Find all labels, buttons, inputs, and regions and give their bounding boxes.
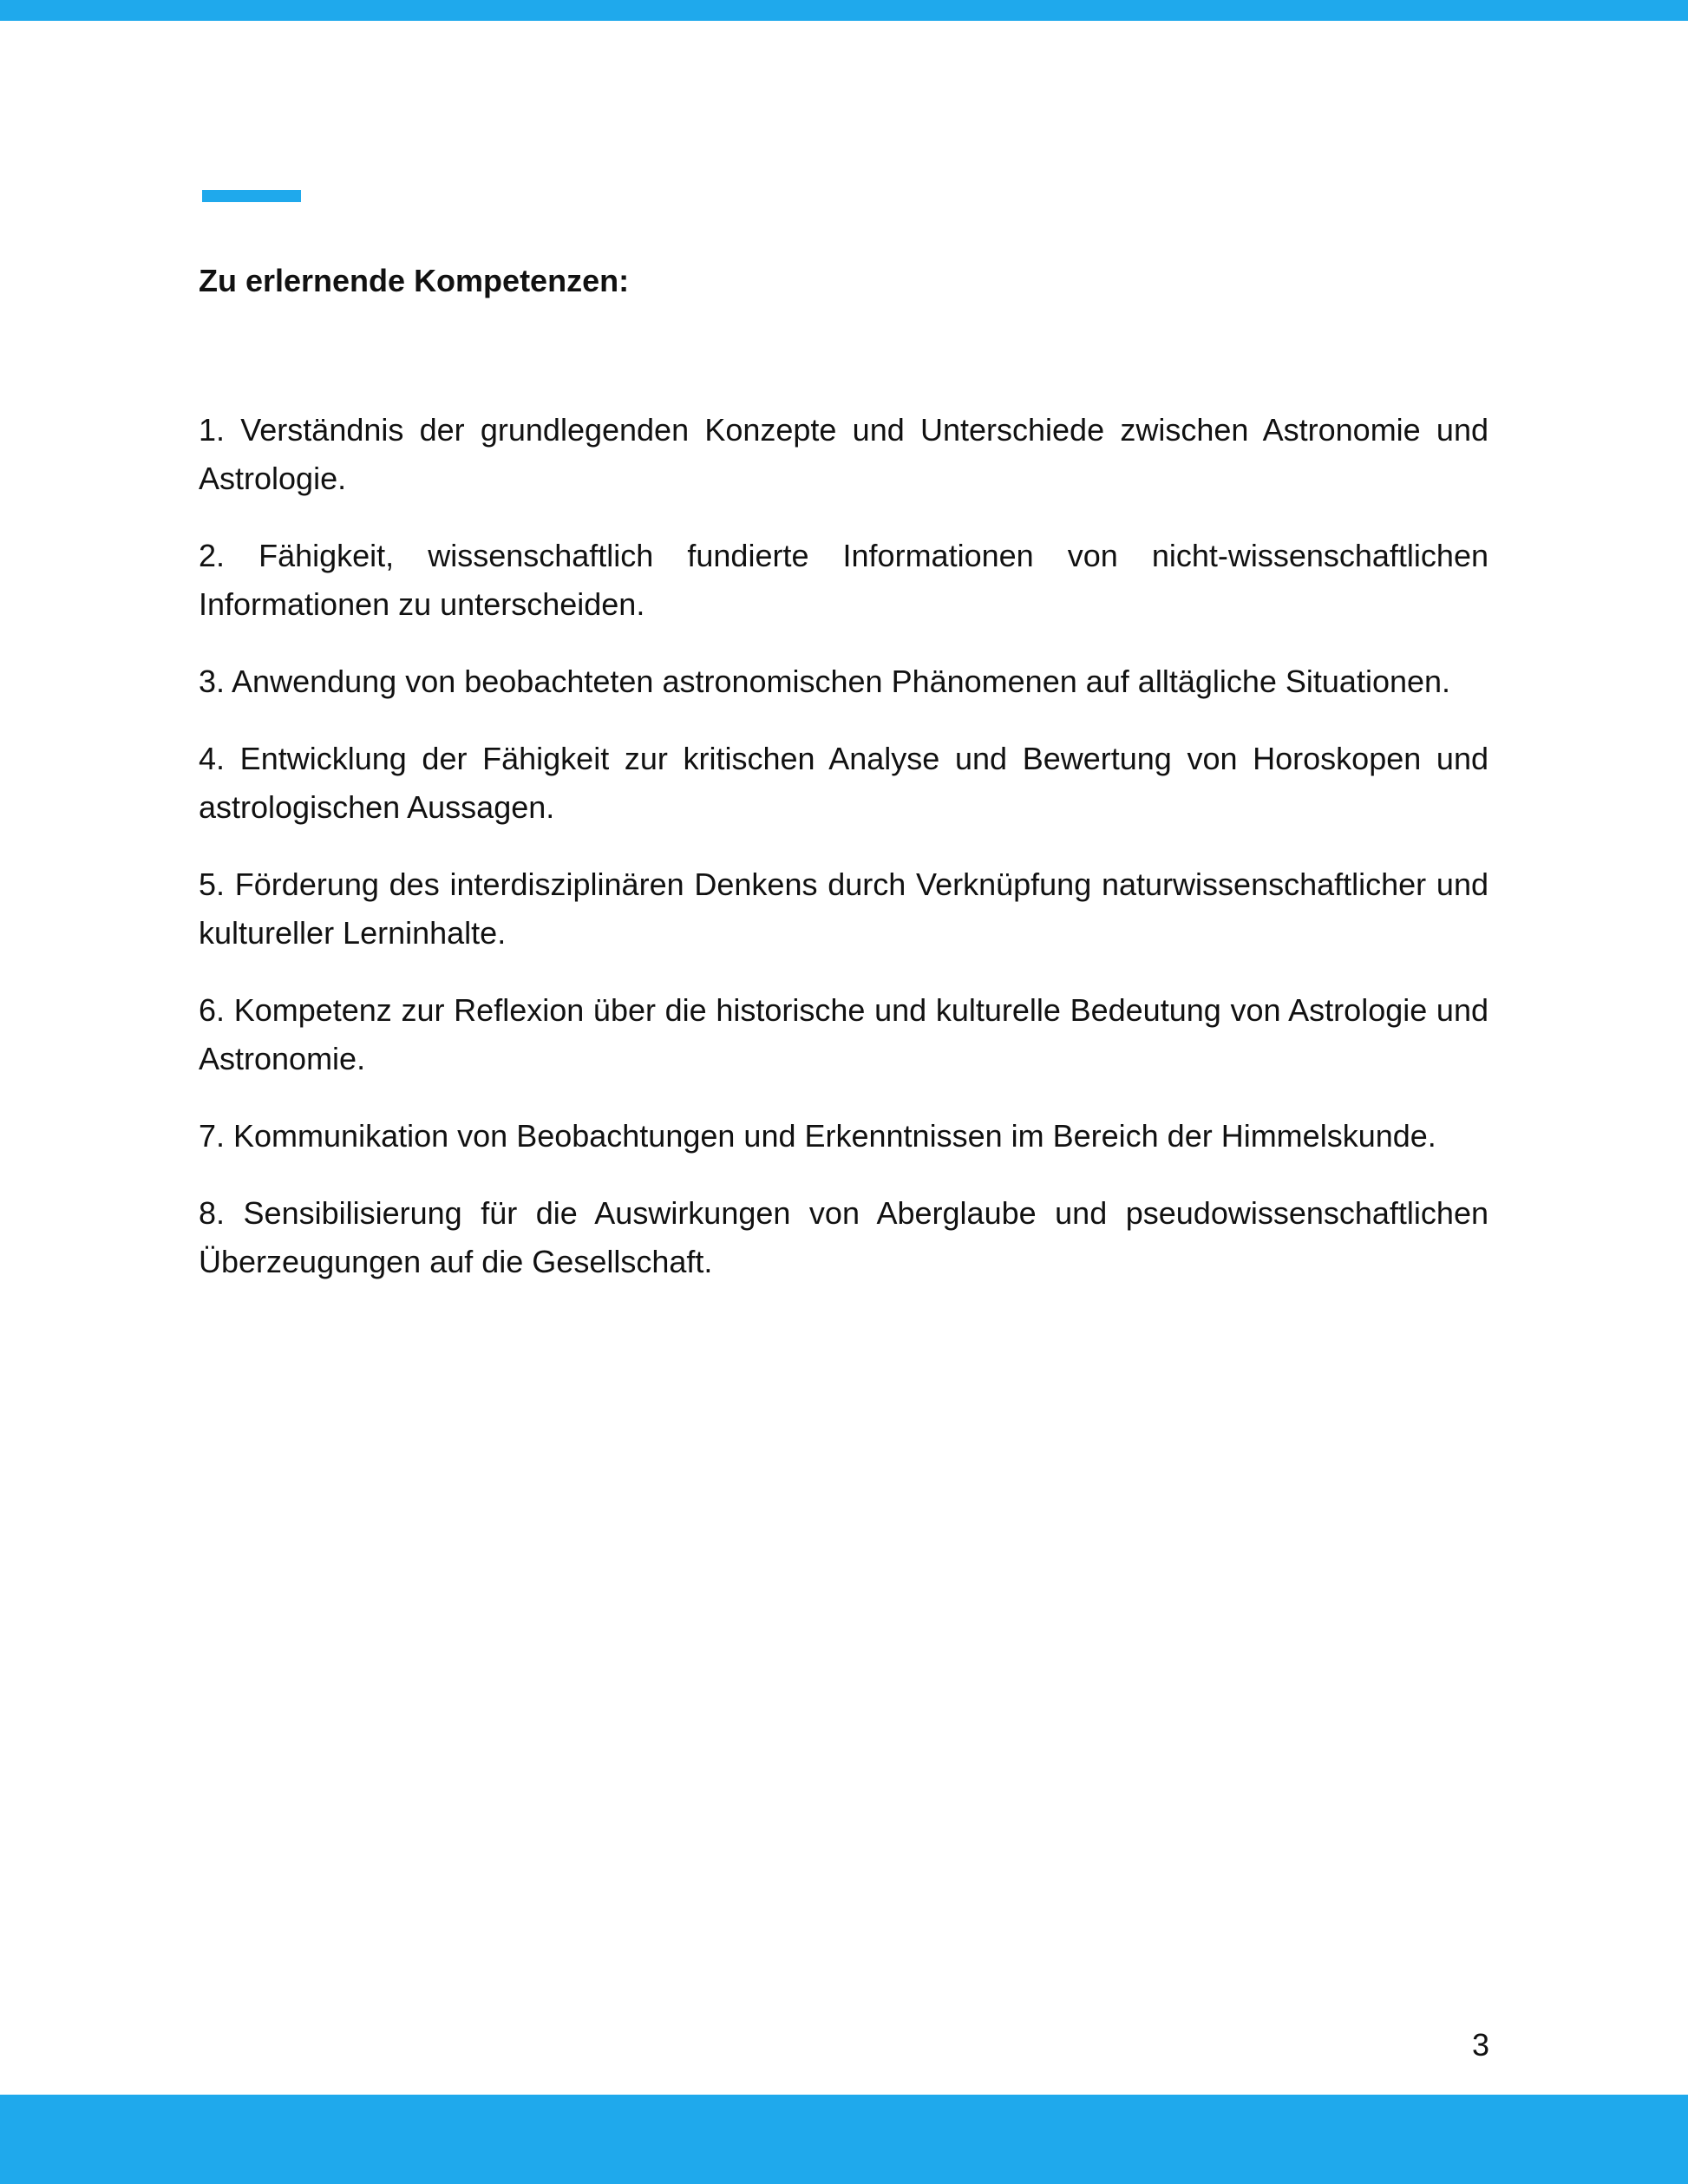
competency-item: 3. Anwendung von beobachteten astronomischen Phänomenen auf alltägliche Situationen. <box>199 664 1451 699</box>
bottom-accent-bar <box>0 2095 1688 2184</box>
heading-accent-line <box>202 190 301 202</box>
competency-item: 8. Sensibilisierung für die Auswirkungen von Aberglaube und pseudowissenschaftlichen Überzeugungen auf die Gesellschaft. <box>199 1195 1488 1279</box>
competency-item: 2. Fähigkeit, wissenschaftlich fundierte Informationen von nicht-wissenschaftlichen Informationen zu unterscheiden. <box>199 538 1488 622</box>
page-number: 3 <box>1471 2027 1489 2063</box>
page-heading: Zu erlernende Kompetenzen: <box>199 263 630 298</box>
top-accent-bar <box>0 0 1688 21</box>
document-content <box>199 257 1488 1315</box>
competency-list <box>199 406 1488 1286</box>
competency-item: 7. Kommunikation von Beobachtungen und Erkenntnissen im Bereich der Himmelskunde. <box>199 1118 1436 1154</box>
competency-item: 4. Entwicklung der Fähigkeit zur kritischen Analyse und Bewertung von Horoskopen und astrologischen Aussagen. <box>199 741 1488 825</box>
competency-item: 6. Kompetenz zur Reflexion über die historische und kulturelle Bedeutung von Astrologie und Astronomie. <box>199 992 1488 1076</box>
competency-item: 1. Verständnis der grundlegenden Konzepte und Unterschiede zwischen Astronomie und Astrologie. <box>199 412 1488 496</box>
competency-item: 5. Förderung des interdisziplinären Denkens durch Verknüpfung naturwissenschaftlicher und kultureller Lerninhalte. <box>199 866 1488 951</box>
